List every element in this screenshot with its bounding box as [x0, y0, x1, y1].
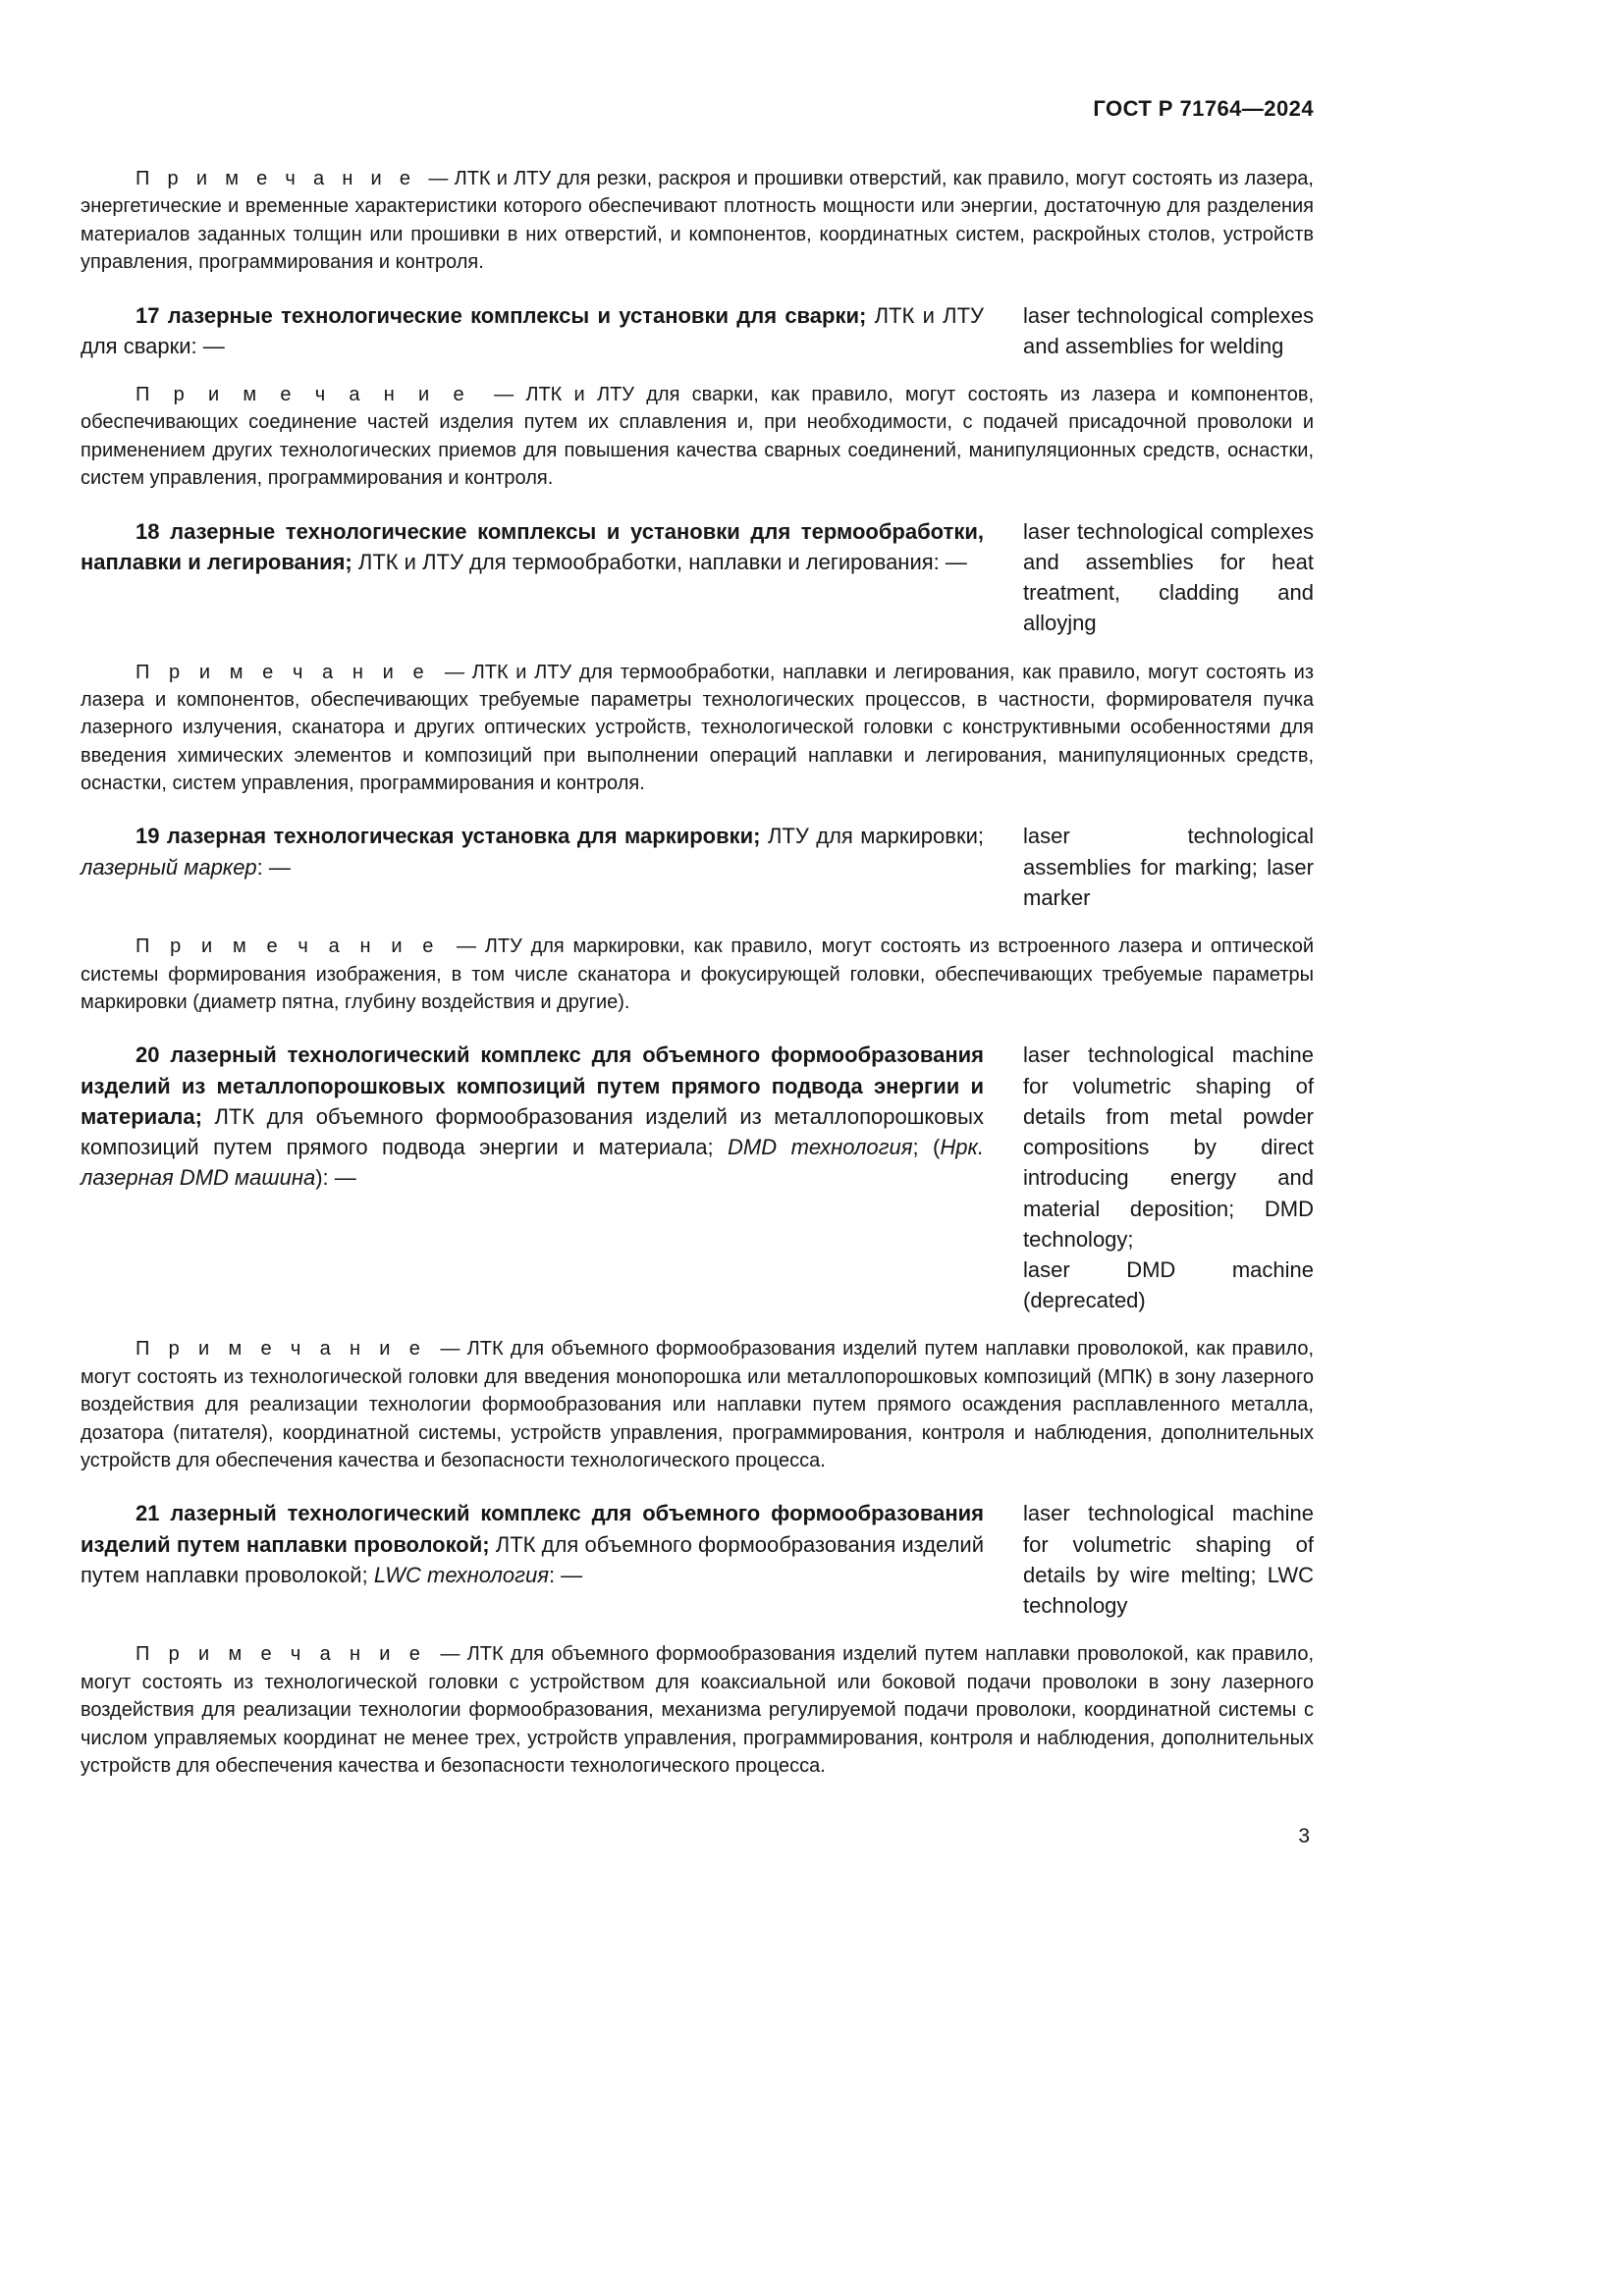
term-17-russian: [81, 300, 984, 361]
term-20-english: [1023, 1040, 1314, 1315]
term-20-en-text: laser technological machine for volumetric shaping of details from metal powder compositions by direct introducing energy and material deposition; DMD technology;: [1023, 1042, 1314, 1252]
term-19-english: [1023, 821, 1314, 913]
note-label: П р и м е ч а н и е: [135, 384, 470, 406]
term-19-ru-synonym: лазерный маркер: [81, 854, 257, 880]
term-20-row: [81, 1040, 1314, 1315]
term-18-english: [1023, 516, 1314, 639]
term-18-en-text: laser technological complexes and assemblies for heat treatment, cladding and alloyjng: [1023, 518, 1314, 636]
term-21-english: [1023, 1498, 1314, 1621]
note-text: — ЛТК и ЛТУ для термообработки, наплавки и легирования, как правило, могут состоять из лазера и компонентов, обеспечивающих требуемые параметры технологических процессов, в частности, формирователя пучка лазерного излучения, сканатора и других оптических устройств, технологической головки с конструктивными особенностями для введения химических элементов и композиций при выполнении операций наплавки и легирования, манипуляционных средств, оснастки, систем управления, программирования и контроля.: [81, 661, 1314, 795]
note-text: — ЛТУ для маркировки, как правило, могут состоять из встроенного лазера и оптической системы формирования изображения, в том числе сканатора и фокусирующей головки, обеспечивающих требуемые параметры маркировки (диаметр пятна, глубину воздействия и другие).: [81, 935, 1315, 1013]
term-19-ru-rest: ЛТУ для маркировки;: [760, 824, 984, 849]
page-content: [81, 96, 1314, 1848]
note-text: — ЛТК для объемного формообразования изделий путем наплавки проволокой, как правило, могут состоять из технологической головки с устройством для коаксиальной или боковой подачи проволоки в зону лазерного воздействия для реализации технологии формообразования, механизма регулируемой подачи проволоки, координатной системы с числом управляемых координат не менее трех, устройств управления, программирования, контроля и наблюдения, дополнительных устройств для обеспечения качества и безопасности технологического процесса.: [81, 1643, 1315, 1777]
term-20-ru-mid: ; (: [912, 1135, 941, 1160]
document-code-header: ГОСТ Р 71764—2024: [1093, 96, 1314, 121]
term-18-russian: [81, 516, 984, 639]
term-20-ru-deprecated: Нрк. лазерная DMD машина: [81, 1135, 984, 1191]
term-21-row: [81, 1498, 1314, 1621]
term-18-ru-rest: ЛТК и ЛТУ для термообработки, наплавки и легирования: —: [352, 549, 967, 574]
term-21-ru-rest: ЛТК для объемного формообразования изделий путем наплавки проволокой;: [81, 1531, 984, 1587]
term-17-note: [81, 381, 1314, 493]
term-21-russian: [81, 1498, 984, 1621]
note-label: П р и м е ч а н и е: [135, 661, 430, 683]
term-17-ru-rest: ЛТК и ЛТУ для сварки: —: [81, 302, 984, 358]
term-18-ru-bold: 18 лазерные технологические комплексы и установки для термообработки, наплавки и легирования;: [81, 518, 984, 574]
term-17-ru-bold: 17 лазерные технологические комплексы и установки для сварки;: [135, 302, 867, 328]
term-20-ru-tail: ): —: [315, 1165, 356, 1191]
note-text: — ЛТК и ЛТУ для резки, раскроя и прошивки отверстий, как правило, могут состоять из лазера, энергетические и временные характеристики которого обеспечивают плотность мощности или энергии, достаточную для разделения материалов заданных толщин или прошивки в них отверстий, и компонентов, координатных систем, раскройных столов, устройств управления, программирования и контроля.: [81, 168, 1314, 274]
term-19-russian: [81, 821, 984, 913]
term-20-note: [81, 1335, 1314, 1474]
term-21-ru-bold: 21 лазерный технологический комплекс для объемного формообразования изделий путем наплавки проволокой;: [81, 1501, 984, 1557]
term-19-en-text: laser technological assemblies for marking; laser marker: [1023, 824, 1314, 910]
note-text: — ЛТК для объемного формообразования изделий путем наплавки проволокой, как правило, могут состоять из технологической головки для введения монопорошка или металлопорошковых композиций (МПК) в зону лазерного воздействия для реализации технологии формообразования или наплавки путем прямого осаждения расплавленного металла, дозатора (питателя), координатной системы, устройств управления, программирования, контроля и наблюдения, дополнительных устройств для обеспечения качества и безопасности технологического процесса.: [81, 1338, 1315, 1472]
term-20-russian: [81, 1040, 984, 1315]
note-label: П р и м е ч а н и е: [135, 935, 440, 958]
term-20-ru-synonym: DMD технология: [728, 1135, 913, 1160]
term-17-en-text: laser technological complexes and assemblies for welding: [1023, 302, 1314, 358]
term-20-ru-bold: 20 лазерный технологический комплекс для объемного формообразования изделий из металлопорошковых композиций путем прямого подвода энергии и материала;: [81, 1042, 984, 1129]
term-21-note: [81, 1640, 1314, 1780]
note-label: П р и м е ч а н и е: [135, 1643, 426, 1666]
term-21-ru-synonym: LWC технология: [373, 1562, 549, 1587]
term-17-row: [81, 300, 1314, 361]
term-19-note: [81, 933, 1314, 1016]
note-label: П р и м е ч а н и е: [135, 168, 417, 189]
term-20-en-text-2: laser DMD machine (deprecated): [1023, 1257, 1314, 1313]
term-19-ru-tail: : —: [256, 854, 291, 880]
term-21-en-text: laser technological machine for volumetric shaping of details by wire melting; LWC technology: [1023, 1501, 1314, 1619]
term-19-ru-bold: 19 лазерная технологическая установка для маркировки;: [135, 824, 761, 849]
note-label: П р и м е ч а н и е: [135, 1338, 426, 1361]
term-21-ru-tail: : —: [548, 1562, 583, 1587]
term-18-row: [81, 516, 1314, 639]
term-20-ru-rest: ЛТК для объемного формообразования изделий из металлопорошковых композиций путем прямого подвода энергии и материала;: [81, 1103, 984, 1160]
note-text: — ЛТК и ЛТУ для сварки, как правило, могут состоять из лазера и компонентов, обеспечивающих соединение частей изделия путем их сплавления и, при необходимости, с подачей присадочной проволоки и применением других технологических приемов для повышения качества сварных соединений, манипуляционных средств, оснастки, систем управления, программирования и контроля.: [81, 384, 1315, 490]
term-19-row: [81, 821, 1314, 913]
page-number: 3: [1298, 1825, 1310, 1848]
term-18-note: [81, 659, 1314, 798]
intro-note: [81, 165, 1314, 277]
term-17-english: [1023, 300, 1314, 361]
